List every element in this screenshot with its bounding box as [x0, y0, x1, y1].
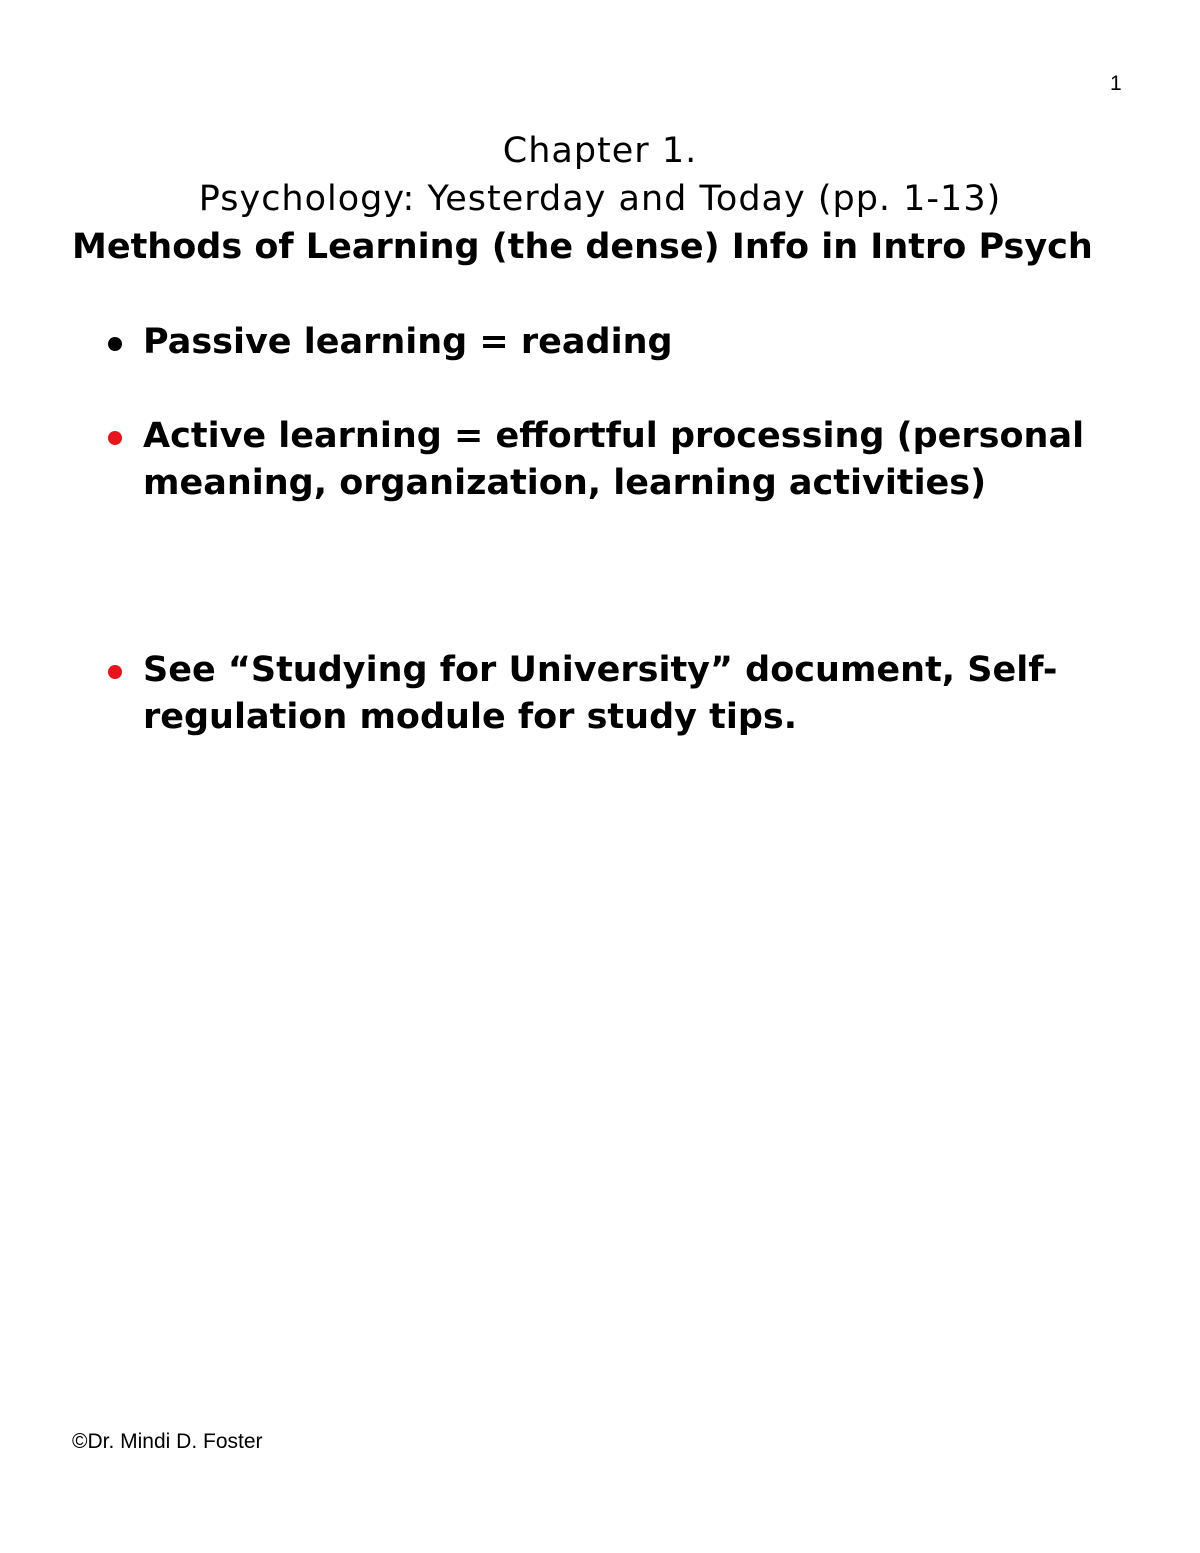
page-number: 1: [1110, 72, 1122, 95]
bullet-text: See “Studying for University” document, Self-regulation module for study tips.: [143, 650, 1058, 737]
footer-copyright: ©Dr. Mindi D. Foster: [72, 1430, 263, 1453]
bullet-text: Passive learning = reading: [143, 322, 673, 362]
bullet-dot-icon: [108, 431, 122, 445]
bullet-item-study-tips: [108, 647, 1108, 741]
bullet-dot-icon: [108, 337, 122, 351]
bullet-item-passive-learning: [108, 319, 1108, 366]
bullet-item-active-learning: [108, 413, 1108, 507]
section-heading: Methods of Learning (the dense) Info in Intro Psych: [72, 227, 1093, 267]
chapter-title: Chapter 1.: [502, 131, 698, 171]
chapter-subtitle: Psychology: Yesterday and Today (pp. 1-13): [198, 179, 1002, 219]
bullet-dot-icon: [108, 665, 122, 679]
bullet-text: Active learning = effortful processing (personal meaning, organization, learning activities): [143, 416, 1085, 503]
